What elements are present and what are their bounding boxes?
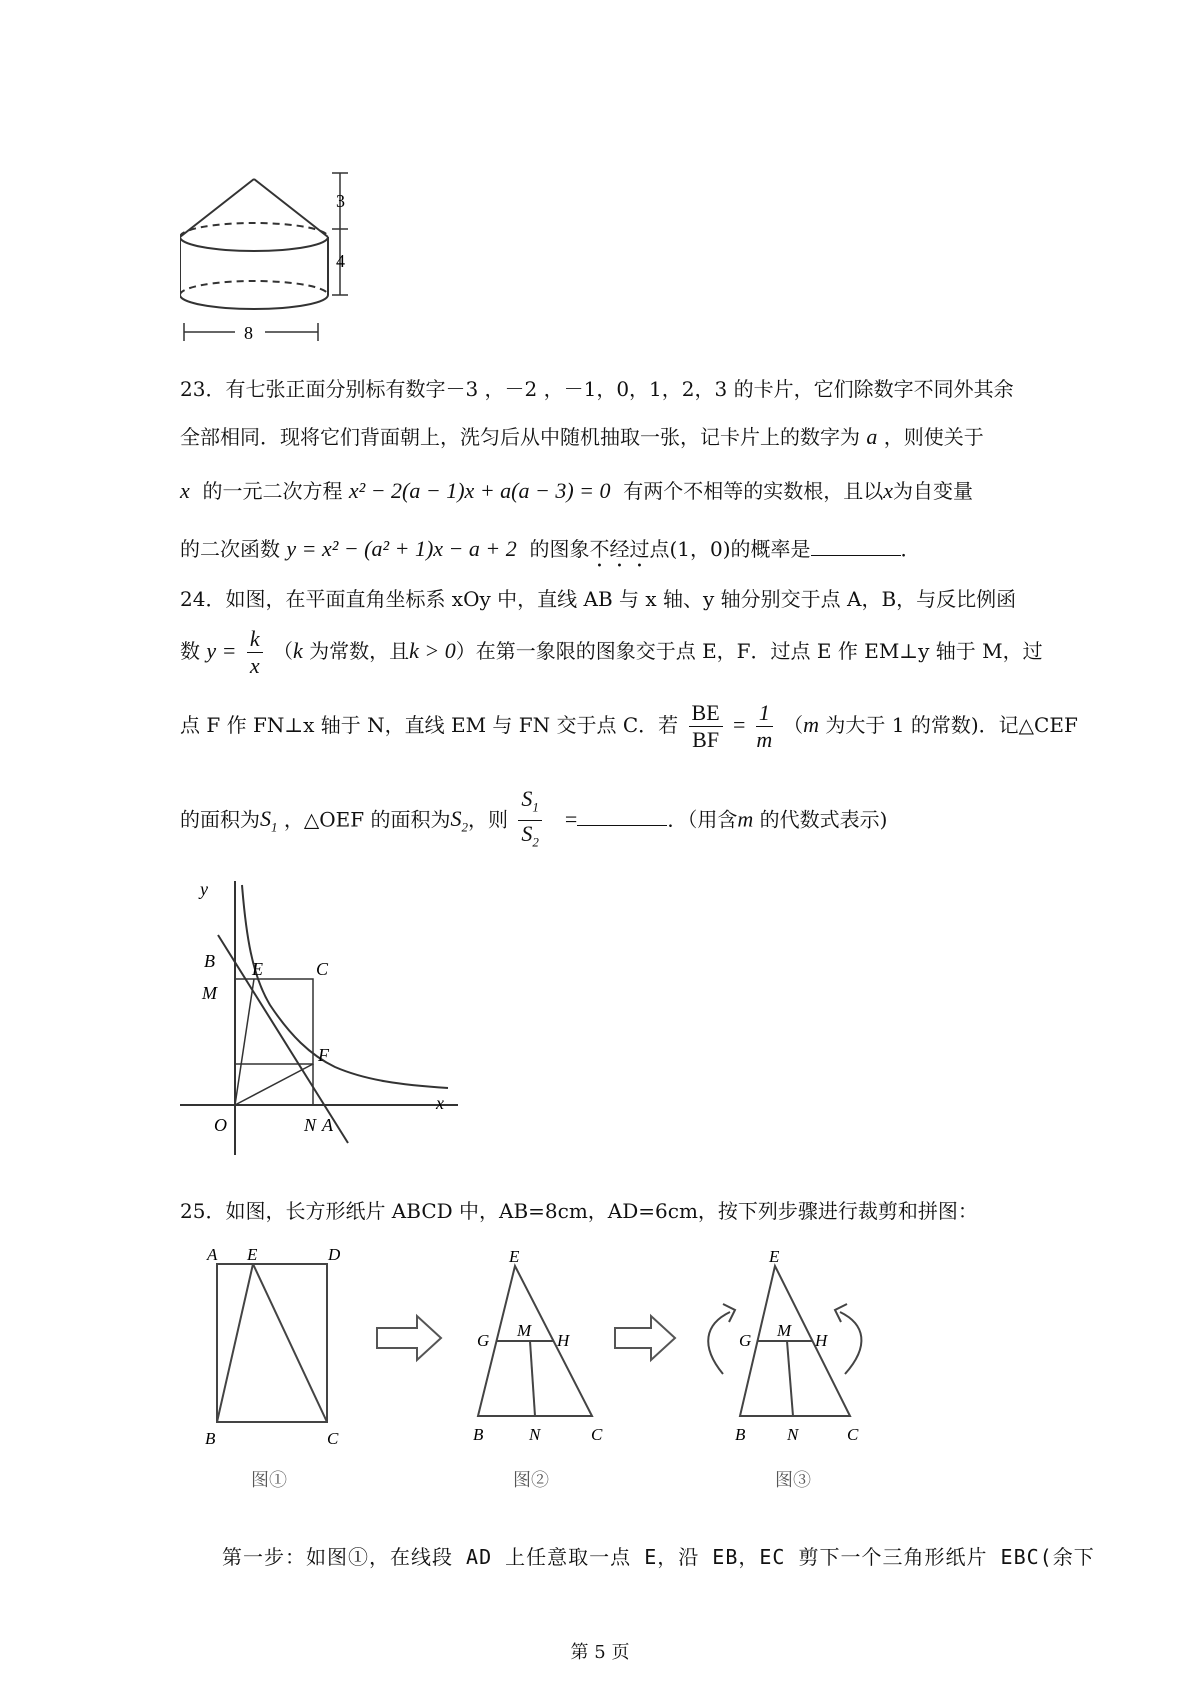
segment-of — [235, 1064, 313, 1105]
q23-line4-text2: 的图象 — [529, 537, 590, 561]
arrow-right-icon — [615, 1316, 675, 1360]
label-n: N — [304, 1115, 317, 1135]
q23-equation: x² − 2(a − 1)x + a(a − 3) = 0 — [348, 478, 611, 503]
q24-line4: 的面积为$S_1$ ，△OEF 的面积为$S_2$，则 $\frac{S_1}{S_2}$ = ．（用含m 的代数式表示) — [180, 786, 887, 856]
label-y: y — [200, 879, 208, 899]
q25-step1: 第一步：如图①，在线段 AD 上任意取一点 E，沿 EB，EC 剪下一个三角形纸片 EBC(余下 — [222, 1545, 1095, 1569]
f1-caption: 图① — [251, 1470, 287, 1490]
top-ellipse-front — [180, 237, 328, 251]
q24-var-m: m — [803, 712, 820, 737]
label-a: A — [322, 1115, 333, 1135]
q24-line3-text: 点 F 作 FN⊥x 轴于 N，直线 EM 与 FN 交于点 C．若 — [180, 713, 679, 737]
q24-var-m2: m — [737, 806, 754, 832]
q24-k-positive: k > 0 — [409, 638, 456, 663]
label-m: M — [202, 983, 217, 1003]
q24-y-eq: y = — [206, 638, 237, 663]
f3-caption: 图③ — [775, 1470, 811, 1490]
q23-line2 — [180, 422, 984, 452]
f3-label-m: M — [777, 1321, 792, 1340]
q24-line2: 数 y = $\frac{k}{x}$ （k 为常数，且k > 0）在第一象限的图象交于点 E，F．过点 E 作 EM⊥y 轴于 M，过 — [180, 626, 1043, 678]
q24-s2: $S_2$ — [450, 806, 468, 835]
q23-line3-tail: 为自变量 — [893, 479, 973, 503]
label-e: E — [252, 959, 263, 979]
q24-var-k: k — [292, 638, 303, 663]
q24-one-over-m: $\frac{1}{m}$ — [756, 700, 773, 752]
f2-label-e: E — [509, 1247, 520, 1266]
q23-var-x: x — [180, 478, 190, 503]
f2-label-b: B — [473, 1425, 484, 1444]
rect-abcd — [217, 1264, 327, 1422]
q23-line1: 23．有七张正面分别标有数字－3 ，－2 ，－1，0，1，2，3 的卡片，它们除数字不同外其余 — [180, 377, 1014, 401]
f2-label-c: C — [591, 1425, 603, 1444]
rectangle-omcn — [235, 979, 313, 1064]
q23-line4 — [180, 534, 921, 572]
q24-answer-blank[interactable] — [577, 805, 667, 826]
q24-s1: $S_1$ — [260, 806, 278, 835]
f2-caption: 图② — [513, 1470, 549, 1490]
figure-1 — [205, 1246, 341, 1490]
line-ab — [218, 935, 348, 1143]
label-b: B — [204, 951, 215, 971]
page-number: 第 5 页 — [570, 1642, 630, 1663]
figure-2 — [473, 1247, 603, 1490]
f3-label-n: N — [787, 1425, 799, 1444]
segment-oe — [235, 979, 254, 1105]
cone-right-edge — [254, 179, 328, 237]
q24-line3-tail: 为大于 1 的常数)．记△CEF — [825, 713, 1078, 737]
q24-line1: 24．如图，在平面直角坐标系 xOy 中，直线 AB 与 x 轴、y 轴分别交于点 A，B，与反比例函 — [180, 587, 1017, 611]
q24-be-over-bf: $\frac{BE}{BF}$ — [689, 700, 723, 753]
label-c: C — [316, 959, 329, 979]
dim-label-3: 3 — [336, 191, 345, 211]
q23-emphasis: 不经过 — [589, 537, 650, 561]
f2-label-n: N — [529, 1425, 541, 1444]
arrow-right-icon — [377, 1316, 441, 1360]
q23-var-x2: x — [883, 478, 893, 503]
f1-label-c: C — [327, 1429, 339, 1448]
cylinder-cone-figure — [180, 165, 380, 365]
curved-arrow-left-icon — [708, 1312, 730, 1374]
top-ellipse-back — [180, 223, 328, 237]
q23-line3 — [180, 476, 973, 506]
dim-label-4: 4 — [336, 251, 345, 271]
bottom-ellipse-front — [180, 295, 328, 309]
q23-function: y = x² − (a² + 1)x − a + 2 — [286, 536, 517, 561]
q24-k-over-x: $\frac{k}{x}$ — [247, 626, 263, 679]
f2-label-h: H — [557, 1331, 570, 1350]
hyperbola-curve — [242, 885, 448, 1088]
label-x: x — [436, 1093, 444, 1113]
q24-s1-over-s2: $\frac{S_1}{S_2}$ — [518, 786, 542, 856]
q23-var-a: a — [866, 424, 878, 449]
f1-label-a: A — [207, 1246, 218, 1264]
f3-label-c: C — [847, 1425, 859, 1444]
bottom-ellipse-back — [180, 281, 328, 295]
f3-label-b: B — [735, 1425, 746, 1444]
curved-arrow-right-icon — [840, 1312, 861, 1374]
f2-label-g: G — [477, 1331, 490, 1350]
f3-label-e: E — [769, 1247, 780, 1266]
label-o: O — [214, 1115, 227, 1135]
f1-label-d: D — [328, 1246, 341, 1264]
q24-line3: 点 F 作 FN⊥x 轴于 N，直线 EM 与 FN 交于点 C．若 $\frac{BE}{BF}$ = $\frac{1}{m}$ （m 为大于 1 的常数)．记△CEF — [180, 700, 1078, 752]
f2-label-m: M — [517, 1321, 532, 1340]
q23-line3-text: 的一元二次方程 — [202, 479, 343, 503]
dim-label-8: 8 — [244, 323, 253, 343]
q23-line2-tail: ，则使关于 — [883, 425, 984, 449]
q25-line1: 25．如图，长方形纸片 ABCD 中，AB=8cm，AD=6cm，按下列步骤进行裁剪和拼图： — [180, 1199, 978, 1223]
q23-line3-text2: 有两个不相等的实数根，且以 — [623, 479, 884, 503]
q24-line2-tail: ）在第一象限的图象交于点 E，F．过点 E 作 EM⊥y 轴于 M，过 — [455, 639, 1043, 663]
q23-line2-text: 全部相同．现将它们背面朝上，洗匀后从中随机抽取一张，记卡片上的数字为 — [180, 425, 860, 449]
coordinate-graph-figure — [180, 875, 460, 1155]
f3-label-g: G — [739, 1331, 752, 1350]
q24-line2-text: 数 — [180, 639, 200, 663]
folding-steps-figure — [195, 1246, 975, 1506]
q23-line4-text3: 点(1，0)的概率是 — [649, 537, 811, 561]
cone-left-edge — [180, 179, 254, 237]
figure-3 — [708, 1247, 861, 1490]
q23-line4-end: ． — [900, 537, 921, 561]
f3-label-h: H — [815, 1331, 828, 1350]
q23-line4-text: 的二次函数 — [180, 537, 280, 561]
label-f: F — [318, 1045, 329, 1065]
q23-answer-blank[interactable] — [811, 535, 901, 556]
f1-label-e: E — [247, 1246, 258, 1264]
f1-label-b: B — [205, 1429, 216, 1448]
